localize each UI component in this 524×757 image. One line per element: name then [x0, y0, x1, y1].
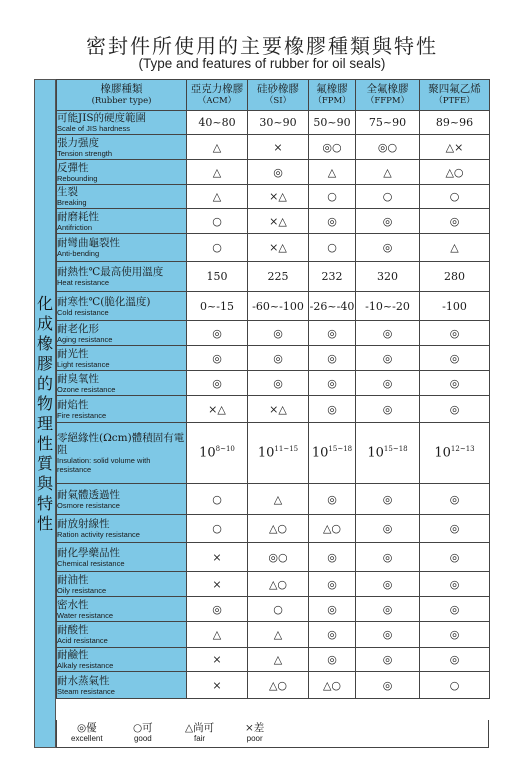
property-cell	[57, 292, 187, 321]
table-row	[57, 262, 490, 292]
value-cell-fpm: ◎	[309, 543, 356, 572]
header-col-fpm: 氟橡膠 （FPM）	[309, 80, 356, 111]
property-zh: 耐寒性℃(脆化溫度)	[57, 295, 151, 308]
table-row	[57, 160, 490, 185]
value-cell-acm: △	[187, 135, 248, 160]
table-row	[57, 135, 490, 160]
property-en: Tension strength	[57, 148, 113, 158]
value-cell-ffpm: ◎	[356, 648, 420, 672]
value-cell-ptfe: ○	[420, 185, 490, 209]
value-cell-acm: ×	[187, 572, 248, 597]
value-base: 10	[367, 445, 384, 461]
property-zh: 耐水蒸氣性	[57, 674, 110, 687]
value-cell-acm: ○	[187, 484, 248, 515]
value-cell-si: ◎	[248, 346, 309, 371]
value-cell-fpm: ○	[309, 234, 356, 262]
value-cell-si: △○	[248, 515, 309, 543]
value-cell-si: △	[248, 622, 309, 648]
header-col-ffpm: 全氟橡膠 （FFPM）	[356, 80, 420, 111]
property-cell	[57, 209, 187, 234]
value-cell-ffpm	[356, 423, 420, 484]
property-zh: 耐磨耗性	[57, 210, 99, 223]
property-zh: 生裂	[57, 186, 78, 198]
header-col-acm: 亞克力橡膠 （ACM）	[187, 80, 248, 111]
table-row	[57, 321, 490, 346]
value-cell-fpm: ◎	[309, 622, 356, 648]
value-cell-ptfe: -100	[420, 292, 490, 321]
property-zh: 耐老化形	[57, 322, 99, 335]
sidebar-label	[34, 79, 56, 748]
property-cell	[57, 423, 187, 484]
value-cell-ffpm: ◎	[356, 597, 420, 622]
value-cell-fpm: ◎	[309, 371, 356, 396]
legend-poor: ×差 poor	[245, 722, 265, 743]
value-cell-acm: △	[187, 160, 248, 185]
table-row	[57, 234, 490, 262]
value-cell-ptfe: △	[420, 234, 490, 262]
value-cell-acm: ×	[187, 672, 248, 699]
property-en: Steam resistance	[57, 686, 115, 696]
value-cell-ptfe: 89~96	[420, 111, 490, 135]
table-row	[57, 185, 490, 209]
property-cell	[57, 396, 187, 423]
value-cell-ffpm: ◎	[356, 371, 420, 396]
value-base: 10	[257, 445, 275, 461]
value-base: 10	[311, 445, 329, 461]
value-cell-si: 225	[248, 262, 309, 292]
value-cell-ptfe: ◎	[420, 515, 490, 543]
value-cell-si: ×△	[248, 396, 309, 423]
table-row	[57, 292, 490, 321]
property-en: Antifriction	[57, 222, 93, 232]
value-cell-si: ×△	[248, 209, 309, 234]
value-cell-acm: ◎	[187, 346, 248, 371]
value-cell-ptfe: ◎	[420, 346, 490, 371]
value-cell-fpm: 50~90	[309, 111, 356, 135]
property-en: Chemical resistance	[57, 558, 125, 568]
value-cell-acm: △	[187, 185, 248, 209]
value-cell-fpm: ◎	[309, 209, 356, 234]
value-cell-si: ×△	[248, 234, 309, 262]
value-cell-fpm: ○	[309, 185, 356, 209]
table-row	[57, 648, 490, 672]
value-cell-fpm: △○	[309, 672, 356, 699]
value-cell-fpm: -26~-40	[309, 292, 356, 321]
table-row	[57, 572, 490, 597]
legend-fair: △尚可 fair	[185, 722, 215, 743]
property-zh: 耐光性	[57, 347, 89, 360]
table-row	[57, 543, 490, 572]
value-cell-fpm	[309, 423, 356, 484]
value-exponent: 15~18	[328, 445, 353, 454]
value-cell-ffpm: ◎	[356, 396, 420, 423]
property-zh: 耐彎曲龜裂性	[57, 237, 120, 249]
sidebar-char: 膠	[36, 353, 53, 373]
value-cell-ffpm: ◎	[356, 572, 420, 597]
value-cell-fpm: ◎	[309, 648, 356, 672]
property-en: Heat resistance	[57, 278, 110, 287]
header-col-si: 硅砂橡膠 （SI）	[248, 80, 309, 111]
legend-excellent: ◎優 excellent	[71, 722, 103, 743]
property-en: Scale of JIS hardness	[57, 124, 130, 133]
sidebar-char: 橡	[36, 333, 53, 353]
value-cell-si: △○	[248, 672, 309, 699]
sidebar-char: 特	[36, 493, 53, 513]
sidebar-char: 物	[36, 393, 53, 413]
value-cell-ptfe: 280	[420, 262, 490, 292]
header-rubber-type	[57, 80, 187, 111]
value-cell-si: 30~90	[248, 111, 309, 135]
value-exponent: 11~15	[274, 445, 299, 454]
property-cell	[57, 234, 187, 262]
value-cell-ffpm: -10~-20	[356, 292, 420, 321]
value-cell-ffpm: ◎	[356, 209, 420, 234]
value-cell-ffpm: ○	[356, 185, 420, 209]
table-row	[57, 672, 490, 699]
table-row	[57, 346, 490, 371]
value-cell-ffpm: ◎	[356, 346, 420, 371]
value-cell-acm: 40~80	[187, 111, 248, 135]
value-cell-acm: ○	[187, 234, 248, 262]
table-row	[57, 484, 490, 515]
sidebar-char: 與	[36, 473, 53, 493]
property-cell	[57, 597, 187, 622]
value-cell-ffpm: 75~90	[356, 111, 420, 135]
property-en: Water resistance	[57, 610, 113, 620]
value-cell-si: ◎	[248, 321, 309, 346]
header-type-en: (Rubber type)	[91, 96, 152, 106]
header-col-ptfe: 聚四氟乙烯 （PTFE）	[420, 80, 490, 111]
property-cell	[57, 672, 187, 699]
value-cell-ptfe: ○	[420, 672, 490, 699]
property-en: Aging resistance	[57, 334, 113, 344]
sidebar-char: 質	[36, 453, 53, 473]
property-cell	[57, 622, 187, 648]
value-cell-acm: ○	[187, 209, 248, 234]
value-cell-ptfe: ◎	[420, 597, 490, 622]
value-cell-ptfe: △○	[420, 160, 490, 185]
table-row	[57, 396, 490, 423]
table-row	[57, 371, 490, 396]
value-cell-ffpm: ◎	[356, 515, 420, 543]
property-cell	[57, 543, 187, 572]
property-cell	[57, 321, 187, 346]
value-exponent: 12~13	[450, 445, 475, 454]
value-cell-acm: ×	[187, 543, 248, 572]
sidebar-char: 的	[36, 373, 53, 393]
value-cell-fpm: ◎	[309, 396, 356, 423]
value-cell-ptfe: ◎	[420, 622, 490, 648]
property-en: Osmore resistance	[57, 500, 120, 510]
value-cell-ffpm: ◎	[356, 321, 420, 346]
property-cell	[57, 572, 187, 597]
property-zh: 耐焰性	[57, 398, 89, 411]
value-cell-ffpm: ◎	[356, 543, 420, 572]
page-subtitle: (Type and features of rubber for oil seals)	[138, 56, 386, 71]
property-en: Ration activity resistance	[57, 530, 140, 539]
property-zh: 耐化學藥品性	[57, 546, 120, 559]
value-cell-ptfe: ◎	[420, 572, 490, 597]
property-cell	[57, 648, 187, 672]
property-zh: 耐放射線性	[57, 518, 110, 530]
value-cell-ptfe: ◎	[420, 543, 490, 572]
property-zh: 耐臭氧性	[57, 372, 99, 385]
property-zh: 耐氣體透過性	[57, 488, 120, 501]
rubber-table	[56, 79, 490, 699]
value-cell-ffpm: △	[356, 160, 420, 185]
header-row	[57, 80, 490, 111]
value-cell-acm: 0~-15	[187, 292, 248, 321]
table-row	[57, 111, 490, 135]
value-cell-si: ◎	[248, 371, 309, 396]
value-base: 10	[434, 445, 451, 461]
property-cell	[57, 135, 187, 160]
property-en: Breaking	[57, 198, 87, 207]
value-cell-fpm: ◎○	[309, 135, 356, 160]
property-cell	[57, 371, 187, 396]
sidebar-char: 理	[36, 413, 53, 433]
value-cell-si: ×△	[248, 185, 309, 209]
value-cell-acm: ○	[187, 515, 248, 543]
table-row	[57, 209, 490, 234]
property-en: Light resistance	[57, 359, 110, 369]
property-en: Insulation: solid volume with resistance	[57, 456, 151, 474]
property-zh: 可能JIS的硬度範圍	[57, 112, 147, 124]
value-cell-acm: ◎	[187, 321, 248, 346]
property-cell	[57, 160, 187, 185]
sidebar-char: 性	[36, 433, 53, 453]
value-cell-ptfe: ◎	[420, 371, 490, 396]
value-exponent: 8~10	[215, 445, 235, 454]
property-en: Anti-bending	[57, 249, 100, 258]
value-cell-fpm: ◎	[309, 484, 356, 515]
value-cell-si: ◎○	[248, 543, 309, 572]
value-cell-acm	[187, 423, 248, 484]
value-cell-acm: △	[187, 622, 248, 648]
property-zh: 反彈性	[57, 161, 89, 174]
value-cell-acm: ◎	[187, 597, 248, 622]
sidebar-char: 性	[36, 513, 53, 533]
value-cell-fpm: ◎	[309, 572, 356, 597]
value-cell-si	[248, 423, 309, 484]
value-cell-fpm: ◎	[309, 346, 356, 371]
table-row	[57, 423, 490, 484]
value-cell-acm: 150	[187, 262, 248, 292]
value-cell-si: ◎	[248, 160, 309, 185]
value-cell-ffpm: ◎○	[356, 135, 420, 160]
property-en: Rebounding	[57, 173, 98, 183]
legend	[56, 720, 489, 748]
property-zh: 密水性	[57, 598, 89, 611]
table-row	[57, 515, 490, 543]
value-cell-fpm: ◎	[309, 321, 356, 346]
value-cell-ptfe	[420, 423, 490, 484]
value-cell-fpm: ◎	[309, 597, 356, 622]
legend-good: ○可 good	[133, 722, 153, 743]
property-zh: 耐熱性℃最高使用溫度	[57, 266, 164, 278]
property-cell	[57, 515, 187, 543]
property-en: Acid resistance	[57, 636, 108, 645]
property-cell	[57, 484, 187, 515]
sidebar-char: 化	[36, 293, 53, 313]
value-cell-si: △	[248, 484, 309, 515]
property-cell	[57, 346, 187, 371]
property-en: Oily resistance	[57, 585, 107, 595]
value-cell-ptfe: ◎	[420, 321, 490, 346]
header-type-zh: 橡膠種類	[100, 83, 143, 95]
property-zh: 耐鹼性	[57, 649, 89, 661]
property-en: Cold resistance	[57, 307, 109, 317]
value-base: 10	[199, 445, 216, 461]
value-cell-ptfe: △×	[420, 135, 490, 160]
property-zh: 耐油性	[57, 573, 89, 586]
property-cell	[57, 111, 187, 135]
value-cell-acm: ×△	[187, 396, 248, 423]
property-cell	[57, 185, 187, 209]
value-cell-fpm: △○	[309, 515, 356, 543]
value-cell-si: -60~-100	[248, 292, 309, 321]
property-zh: 耐酸性	[57, 624, 89, 636]
value-cell-ffpm: 320	[356, 262, 420, 292]
value-cell-si: △○	[248, 572, 309, 597]
property-en: Alkaly resistance	[57, 661, 114, 670]
value-cell-si: ○	[248, 597, 309, 622]
value-cell-ffpm: ◎	[356, 484, 420, 515]
value-exponent: 15~18	[383, 445, 408, 454]
table-row	[57, 622, 490, 648]
value-cell-ffpm: ◎	[356, 234, 420, 262]
value-cell-ptfe: ◎	[420, 484, 490, 515]
sidebar-char: 成	[36, 313, 53, 333]
property-en: Fire resistance	[57, 410, 107, 420]
value-cell-ffpm: ◎	[356, 622, 420, 648]
value-cell-acm: ×	[187, 648, 248, 672]
property-zh: 零絕緣性(Ωcm)體積固有電阻	[57, 432, 185, 456]
value-cell-si: △	[248, 648, 309, 672]
property-zh: 張力强度	[57, 136, 99, 149]
table-row	[57, 597, 490, 622]
property-en: Ozone resistance	[57, 384, 116, 394]
property-cell	[57, 262, 187, 292]
value-cell-si: ×	[248, 135, 309, 160]
value-cell-acm: ◎	[187, 371, 248, 396]
page-title: 密封件所使用的主要橡膠種類與特性	[86, 34, 438, 58]
value-cell-ptfe: ◎	[420, 209, 490, 234]
value-cell-fpm: 232	[309, 262, 356, 292]
value-cell-ffpm: ◎	[356, 672, 420, 699]
value-cell-ptfe: ◎	[420, 396, 490, 423]
value-cell-ptfe: ◎	[420, 648, 490, 672]
value-cell-fpm: △	[309, 160, 356, 185]
